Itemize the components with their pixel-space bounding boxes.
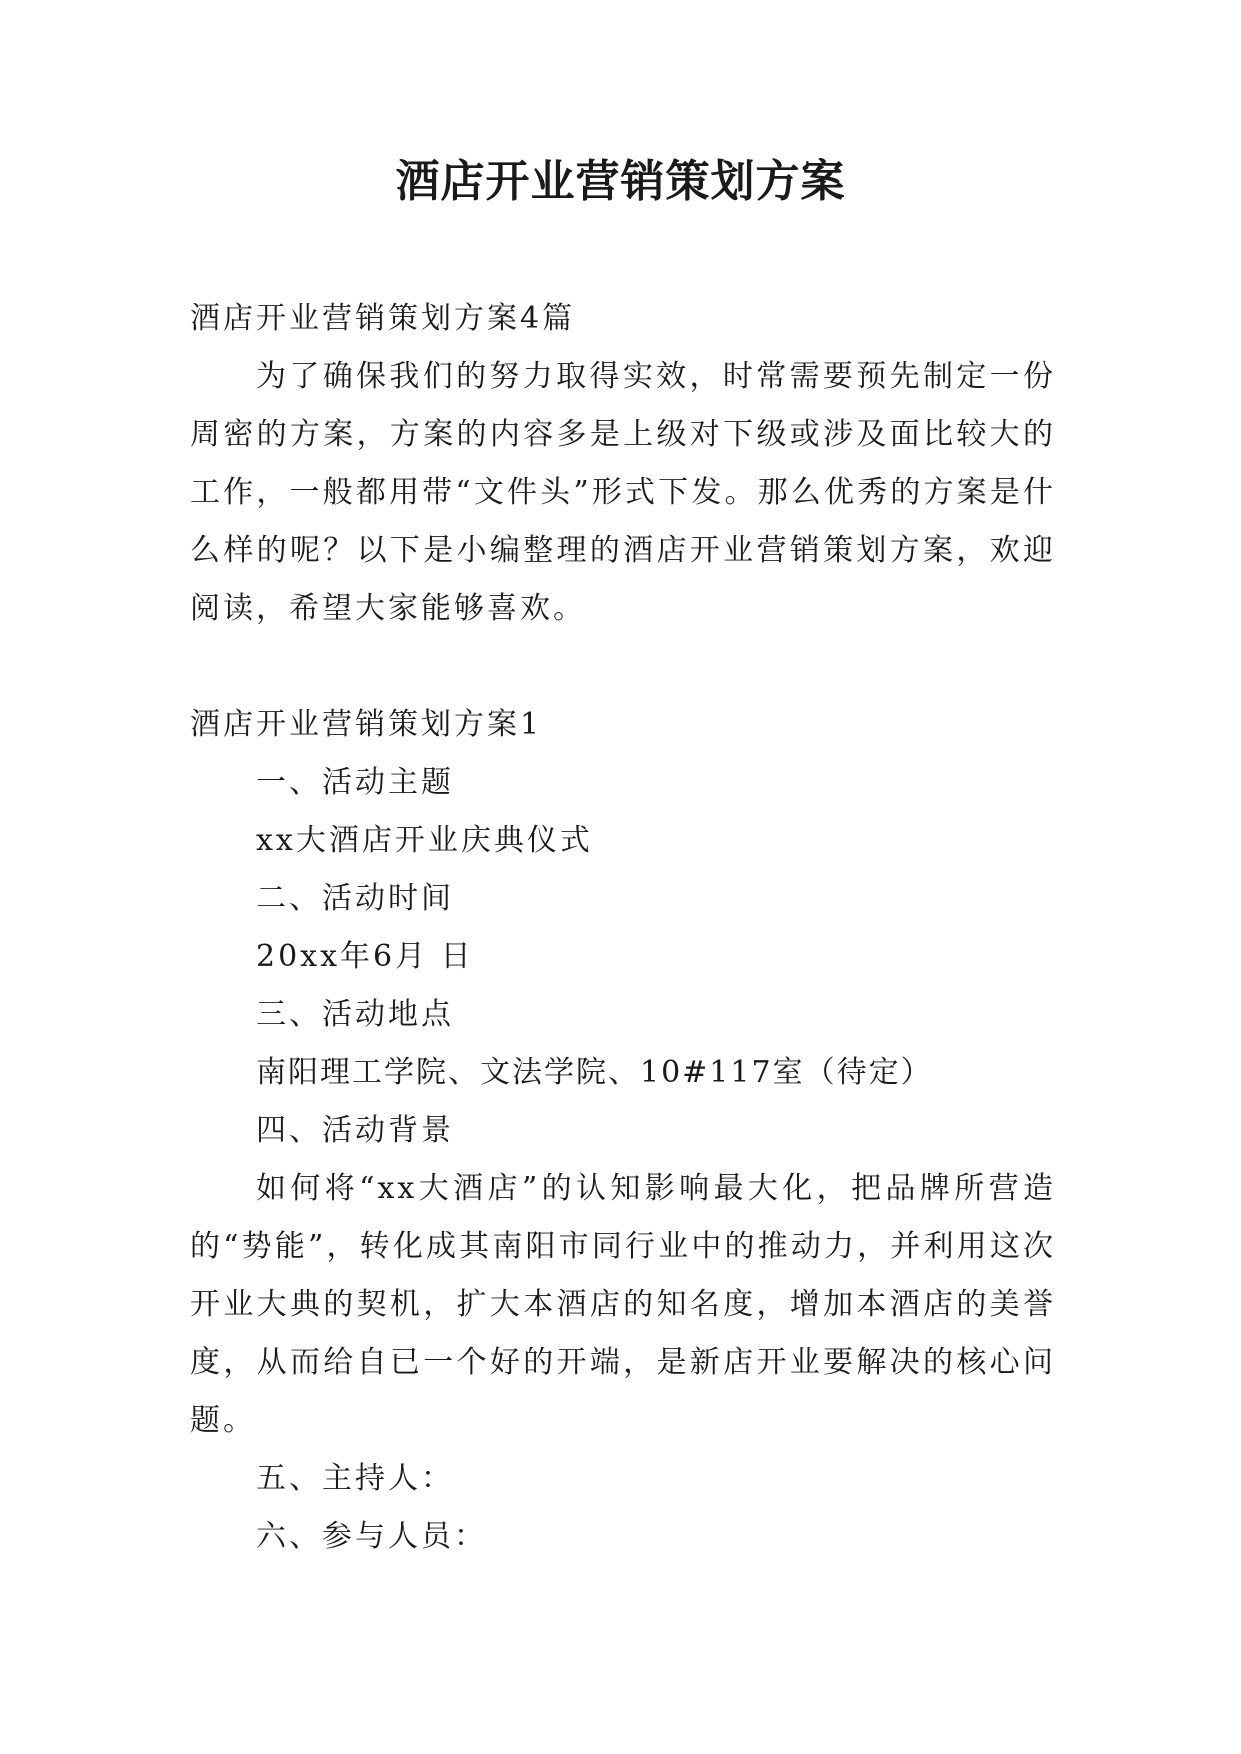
- activity-time-text: 20xx年6月 日: [256, 939, 474, 974]
- intro-paragraph: 为了确保我们的努力取得实效，时常需要预先制定一份周密的方案，方案的内容多是上级对下级或涉及面比较大的工作，一般都用带“文件头”形式下发。那么优秀的方案是什么样的呢？以下是小编整理的酒店开业营销策划方案，欢迎阅读，希望大家能够喜欢。: [190, 359, 1056, 626]
- heading-activity-background: 四、活动背景: [256, 1113, 454, 1148]
- document-subtitle: 酒店开业营销策划方案4篇: [190, 301, 576, 336]
- heading-participants: 六、参与人员：: [256, 1519, 487, 1554]
- activity-theme-text: xx大酒店开业庆典仪式: [256, 823, 593, 858]
- document-title: 酒店开业营销策划方案: [395, 156, 846, 207]
- heading-activity-theme: 一、活动主题: [256, 765, 454, 800]
- heading-host: 五、主持人：: [256, 1461, 454, 1496]
- section-heading: 酒店开业营销策划方案1: [190, 707, 543, 742]
- activity-location-text: 南阳理工学院、文法学院、10#117室（待定）: [256, 1055, 933, 1090]
- heading-activity-location: 三、活动地点: [256, 997, 454, 1032]
- heading-activity-time: 二、活动时间: [256, 881, 454, 916]
- activity-background-text: 如何将“xx大酒店”的认知影响最大化，把品牌所营造的“势能”，转化成其南阳市同行业中的推动力，并利用这次开业大典的契机，扩大本酒店的知名度，增加本酒店的美誉度，从而给自已一个好的开端，是新店开业要解决的核心问题。: [190, 1171, 1056, 1438]
- document-body: [190, 290, 1056, 1566]
